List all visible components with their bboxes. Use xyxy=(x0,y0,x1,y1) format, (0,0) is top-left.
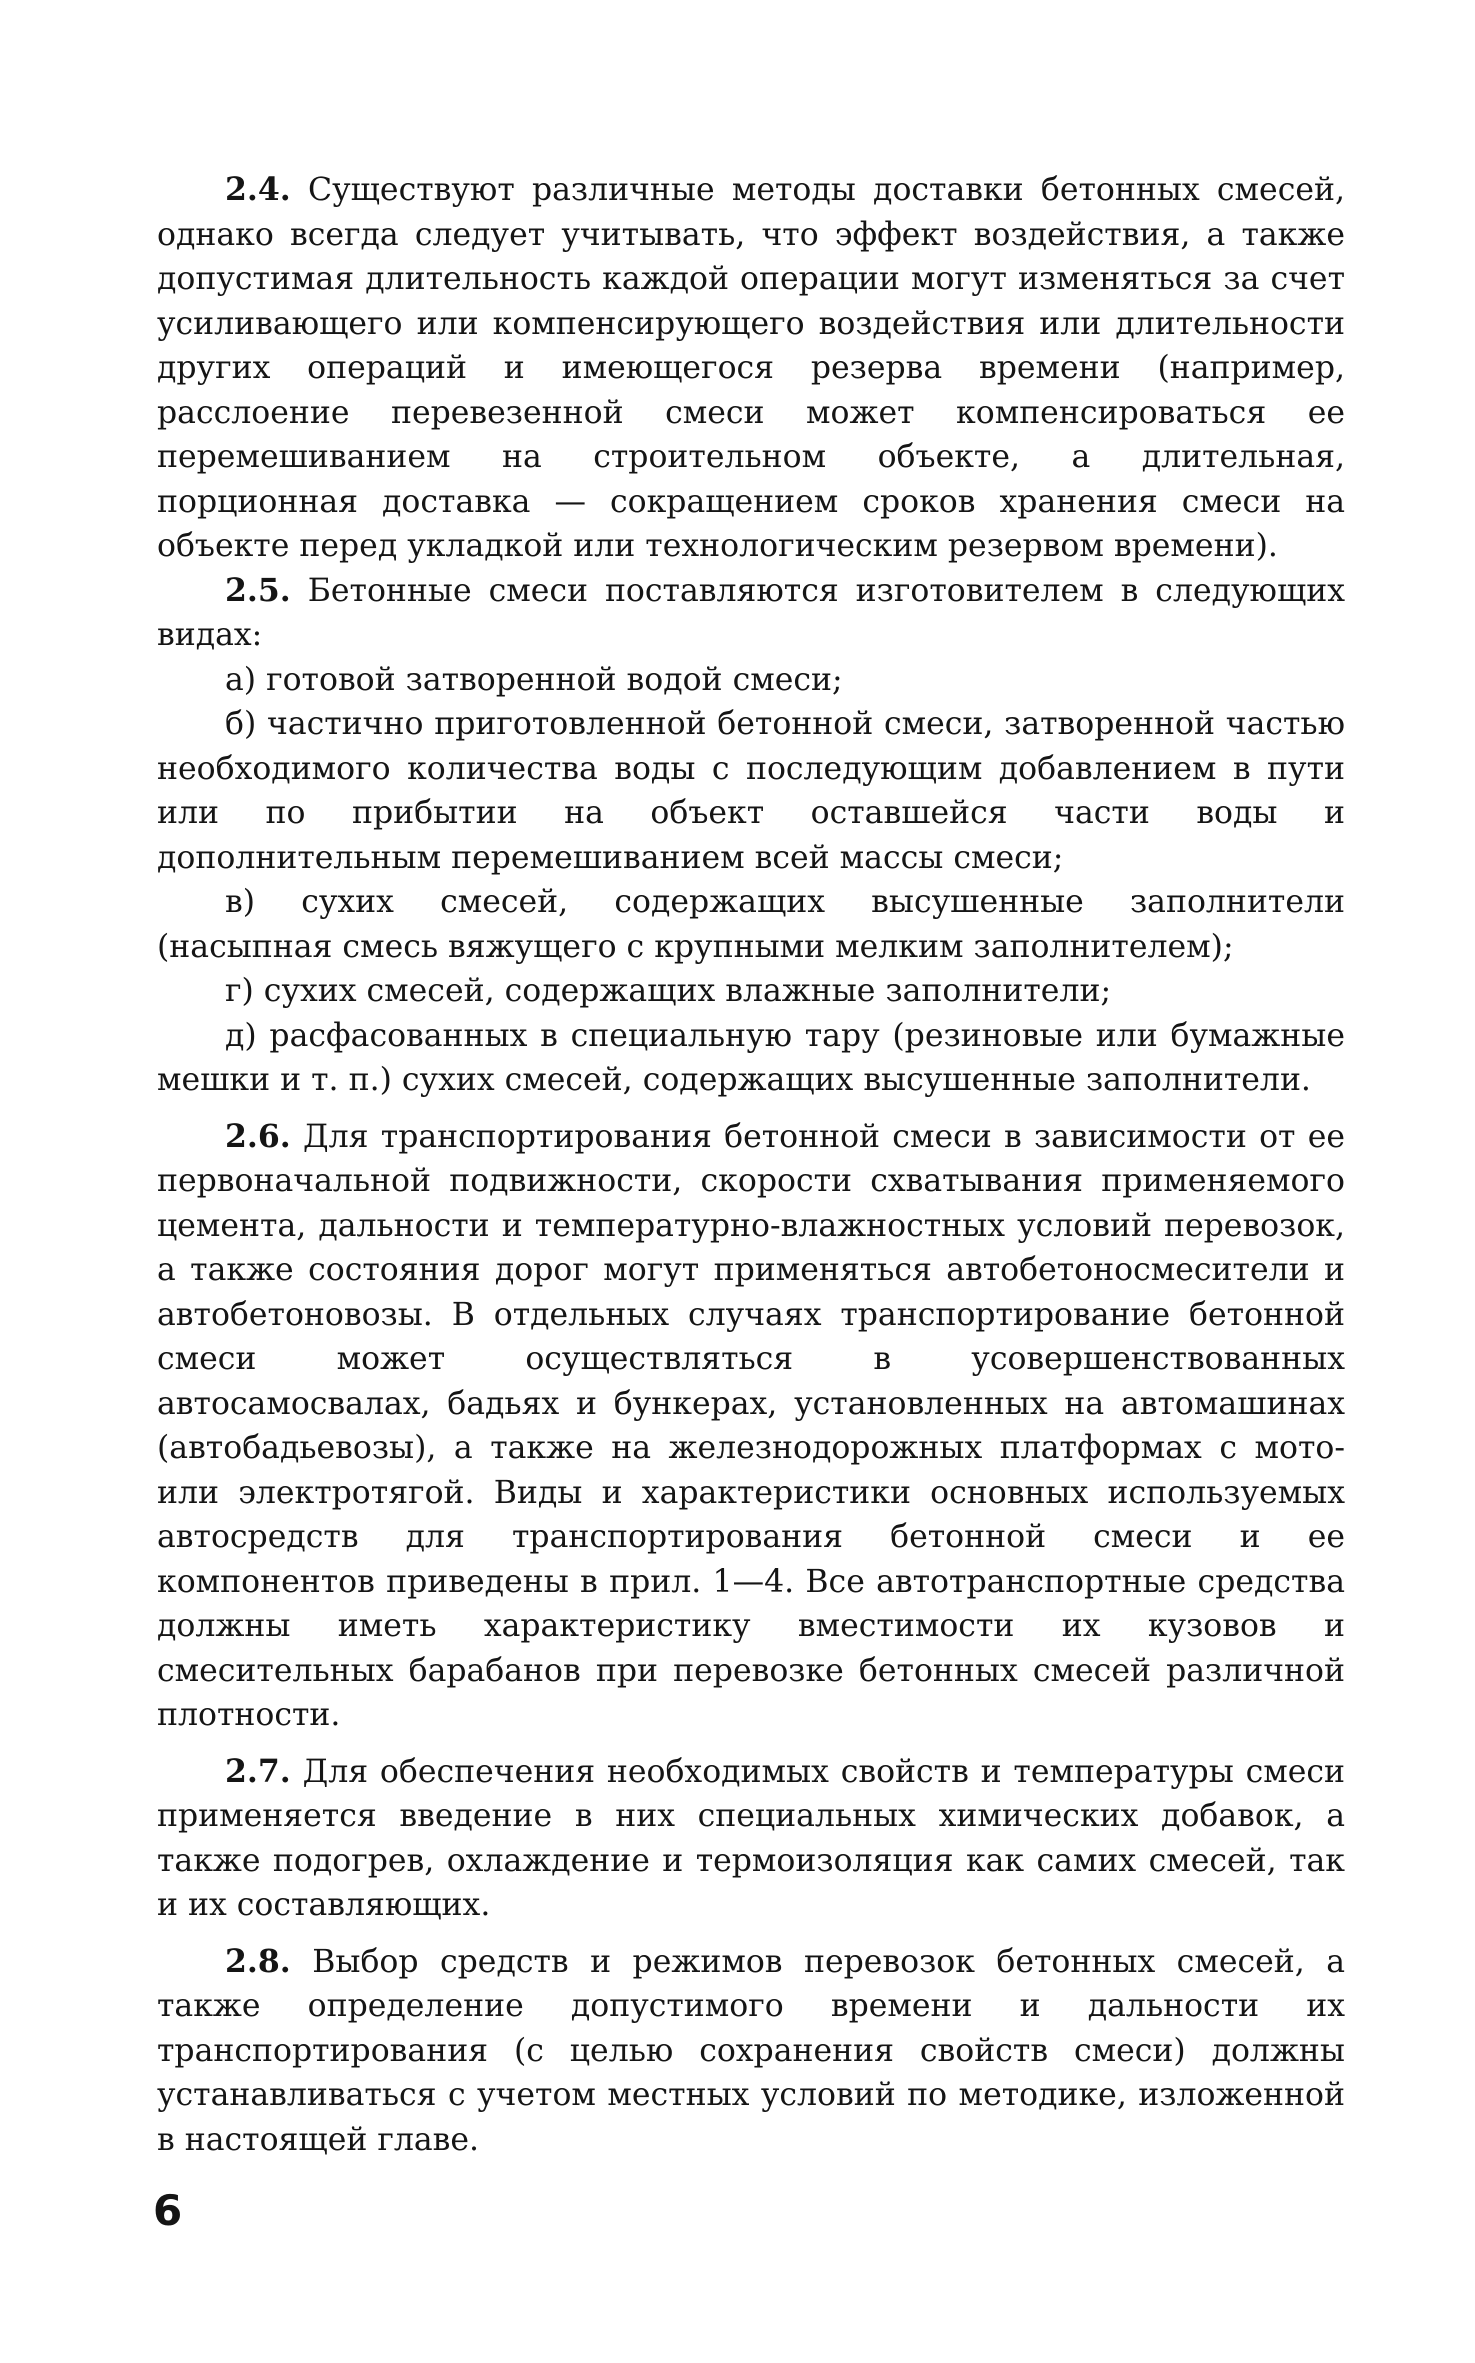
list-item-v xyxy=(157,880,1345,969)
paragraph-text: Для транспортирования бетонной смеси в зависимости от ее первоначальной подвижности, скорости схватывания применяемого цемента, дальности и температурно-влажностных условий перевозок, а также состояния дорог могут применяться автобетоносмесители и автобетоновозы. В отдельных случаях транспортирование бетонной смеси может осуществляться в усовершенствованных автосамосвалах, бадьях и бункерах, установленных на автомашинах (автобадьевозы), а также на железнодорожных платформах с мото- или электротягой. Виды и характеристики основных используемых автосредств для транспортирования бетонной смеси и ее компонентов приведены в прил. 1—4. Все автотранспортные средства должны иметь характеристику вместимости их кузовов и смесительных барабанов при перевозке бетонных смесей различной плотности. xyxy=(157,1118,1346,1733)
list-item-text: а) готовой затворенной водой смеси; xyxy=(225,661,843,698)
paragraph-2-5 xyxy=(157,569,1345,658)
paragraph-2-4 xyxy=(157,168,1345,569)
paragraph-2-7 xyxy=(157,1750,1345,1928)
paragraph-2-8 xyxy=(157,1940,1345,2163)
list-item-d xyxy=(157,1014,1345,1103)
paragraph-number: 2.7. xyxy=(225,1752,291,1790)
paragraph-number: 2.6. xyxy=(225,1117,291,1155)
list-item-b xyxy=(157,702,1345,880)
list-item-g xyxy=(157,969,1345,1014)
paragraph-text: Выбор средств и режимов перевозок бетонных смесей, а также определение допустимого времени и дальности их транспортирования (с целью сохранения свойств смеси) должны устанавливаться с учетом местных условий по методике, изложенной в настоящей главе. xyxy=(157,1943,1345,2158)
document-page xyxy=(157,168,1345,2162)
paragraph-number: 2.8. xyxy=(225,1942,291,1980)
list-item-text: д) расфасованных в специальную тару (резиновые или бумажные мешки и т. п.) сухих смесей, содержащих высушенные заполнители. xyxy=(157,1017,1345,1098)
list-item-a xyxy=(157,658,1345,703)
paragraph-number: 2.5. xyxy=(225,571,291,609)
paragraph-text: Существуют различные методы доставки бетонных смесей, однако всегда следует учитывать, что эффект воздействия, а также допустимая длительность каждой операции могут изменяться за счет усиливающего или компенсирующего воздействия или длительности других операций и имеющегося резерва времени (например, расслоение перевезенной смеси может компенсироваться ее перемешиванием на строительном объекте, а длительная, порционная доставка — сокращением сроков хранения смеси на объекте перед укладкой или технологическим резервом времени). xyxy=(157,172,1345,564)
list-item-text: в) сухих смесей, содержащих высушенные заполнители (насыпная смесь вяжущего с крупными мелким заполнителем); xyxy=(157,884,1345,965)
page-number: 6 xyxy=(153,2186,183,2235)
paragraph-number: 2.4. xyxy=(225,171,291,208)
paragraph-2-6 xyxy=(157,1115,1345,1738)
list-item-text: г) сухих смесей, содержащих влажные заполнители; xyxy=(225,973,1112,1009)
paragraph-text: Бетонные смеси поставляются изготовителем в следующих видах: xyxy=(157,572,1345,653)
list-item-text: б) частично приготовленной бетонной смеси, затворенной частью необходимого количества воды с последующим добавлением в пути или по прибытии на объект оставшейся части воды и дополнительным перемешиванием всей массы смеси; xyxy=(157,706,1345,876)
paragraph-text: Для обеспечения необходимых свойств и температуры смеси применяется введение в них специальных химических добавок, а также подогрев, охлаждение и термоизоляция как самих смесей, так и их составляющих. xyxy=(157,1753,1346,1923)
